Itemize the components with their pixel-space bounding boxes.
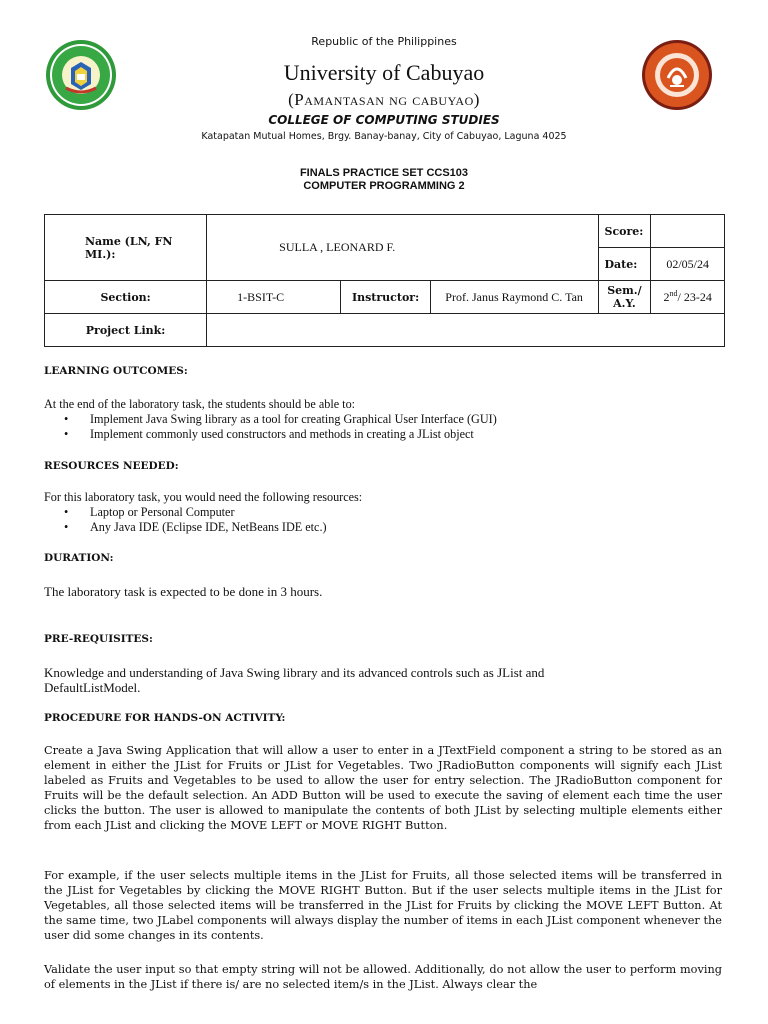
sem-value-pre: 2 xyxy=(663,290,670,304)
student-info-table xyxy=(44,214,725,347)
list-item: • Laptop or Personal Computer xyxy=(64,505,327,520)
resources-intro: For this laboratory task, you would need the following resources: xyxy=(44,490,363,504)
duration-heading: DURATION: xyxy=(44,552,114,564)
score-label: Score: xyxy=(598,215,651,248)
learning-outcomes-heading: LEARNING OUTCOMES: xyxy=(44,365,188,377)
prerequisites-heading: PRE-REQUISITES: xyxy=(44,633,153,645)
republic-text: Republic of the Philippines xyxy=(311,35,457,48)
procedure-paragraph-2: For example, if the user selects multiple items in the JList for Fruits, all those selected items will be transferred in the JList for Vegetables by clicking the MOVE RIGHT Button. But if the user selects multiple items in the JList for Vegetables, all those selected items will be transferred in the JList for Fruits by clicking the MOVE LEFT Button. At the same time, two JLabel components will always display the number of items in each JList component whenever the user did some changes in its contents. xyxy=(44,869,722,942)
procedure-paragraph-3: Validate the user input so that empty string will not be allowed. Additionally, do not allow the user to perform moving of elements in the JList if there is/ are no selected item/s in the JList. Always clear the xyxy=(44,963,722,991)
name-value: SULLA , LEONARD F. xyxy=(207,215,598,281)
practice-set-line2: COMPUTER PROGRAMMING 2 xyxy=(303,180,465,192)
college-name: COLLEGE OF COMPUTING STUDIES xyxy=(268,113,500,127)
list-item: • Any Java IDE (Eclipse IDE, NetBeans IDE etc.) xyxy=(64,520,327,535)
university-subtitle: (Pamantasan ng cabuyao) xyxy=(288,90,480,109)
sem-value-sup: nd xyxy=(669,289,678,298)
procedure-heading: PROCEDURE FOR HANDS-ON ACTIVITY: xyxy=(44,712,286,724)
date-value: 02/05/24 xyxy=(651,248,725,281)
date-label: Date: xyxy=(598,248,651,281)
instructor-value: Prof. Janus Raymond C. Tan xyxy=(430,281,598,314)
learning-outcomes-intro: At the end of the laboratory task, the students should be able to: xyxy=(44,397,356,411)
list-item: • Implement commonly used constructors and methods in creating a JList object xyxy=(64,427,497,442)
college-address: Katapatan Mutual Homes, Brgy. Banay-banay, City of Cabuyao, Laguna 4025 xyxy=(201,131,567,142)
instructor-label: Instructor: xyxy=(341,281,430,314)
procedure-paragraph-1: Create a Java Swing Application that will allow a user to enter in a JTextField component a string to be stored as an element in either the JList for Fruits or JList for Vegetables. Two JRadioButton components will signify each JList labeled as Fruits and Vegetables to be used to allow the user for entry selection. The JRadioButton component for Fruits will be the default selection. An ADD Button will be used to execute the saving of element each time the user clicks the button. The user is allowed to manipulate the contents of both JList by selecting multiple elements either from each JList and clicking the MOVE LEFT or MOVE RIGHT Button. xyxy=(44,744,722,832)
sem-value xyxy=(651,281,725,314)
sem-label: Sem./ A.Y. xyxy=(598,281,651,314)
section-value: 1-BSIT-C xyxy=(207,281,341,314)
resources-list xyxy=(64,505,327,535)
sem-value-post: / 23-24 xyxy=(677,290,712,304)
score-value xyxy=(651,215,725,248)
resources-heading: RESOURCES NEEDED: xyxy=(44,460,179,472)
section-label: Section: xyxy=(45,281,207,314)
project-link-label: Project Link: xyxy=(45,314,207,347)
practice-set-line1: FINALS PRACTICE SET CCS103 xyxy=(299,167,469,179)
learning-outcomes-list xyxy=(64,412,497,442)
practice-set-title xyxy=(0,167,768,193)
list-item: • Implement Java Swing library as a tool for creating Graphical User Interface (GUI) xyxy=(64,412,497,427)
university-name: University of Cabuyao xyxy=(283,60,485,85)
project-link-value xyxy=(207,314,725,347)
duration-text: The laboratory task is expected to be done in 3 hours. xyxy=(44,584,323,599)
prerequisites-text: Knowledge and understanding of Java Swing library and its advanced controls such as JList and DefaultListModel. xyxy=(44,665,545,695)
name-label: Name (LN, FN MI.): xyxy=(45,215,207,281)
